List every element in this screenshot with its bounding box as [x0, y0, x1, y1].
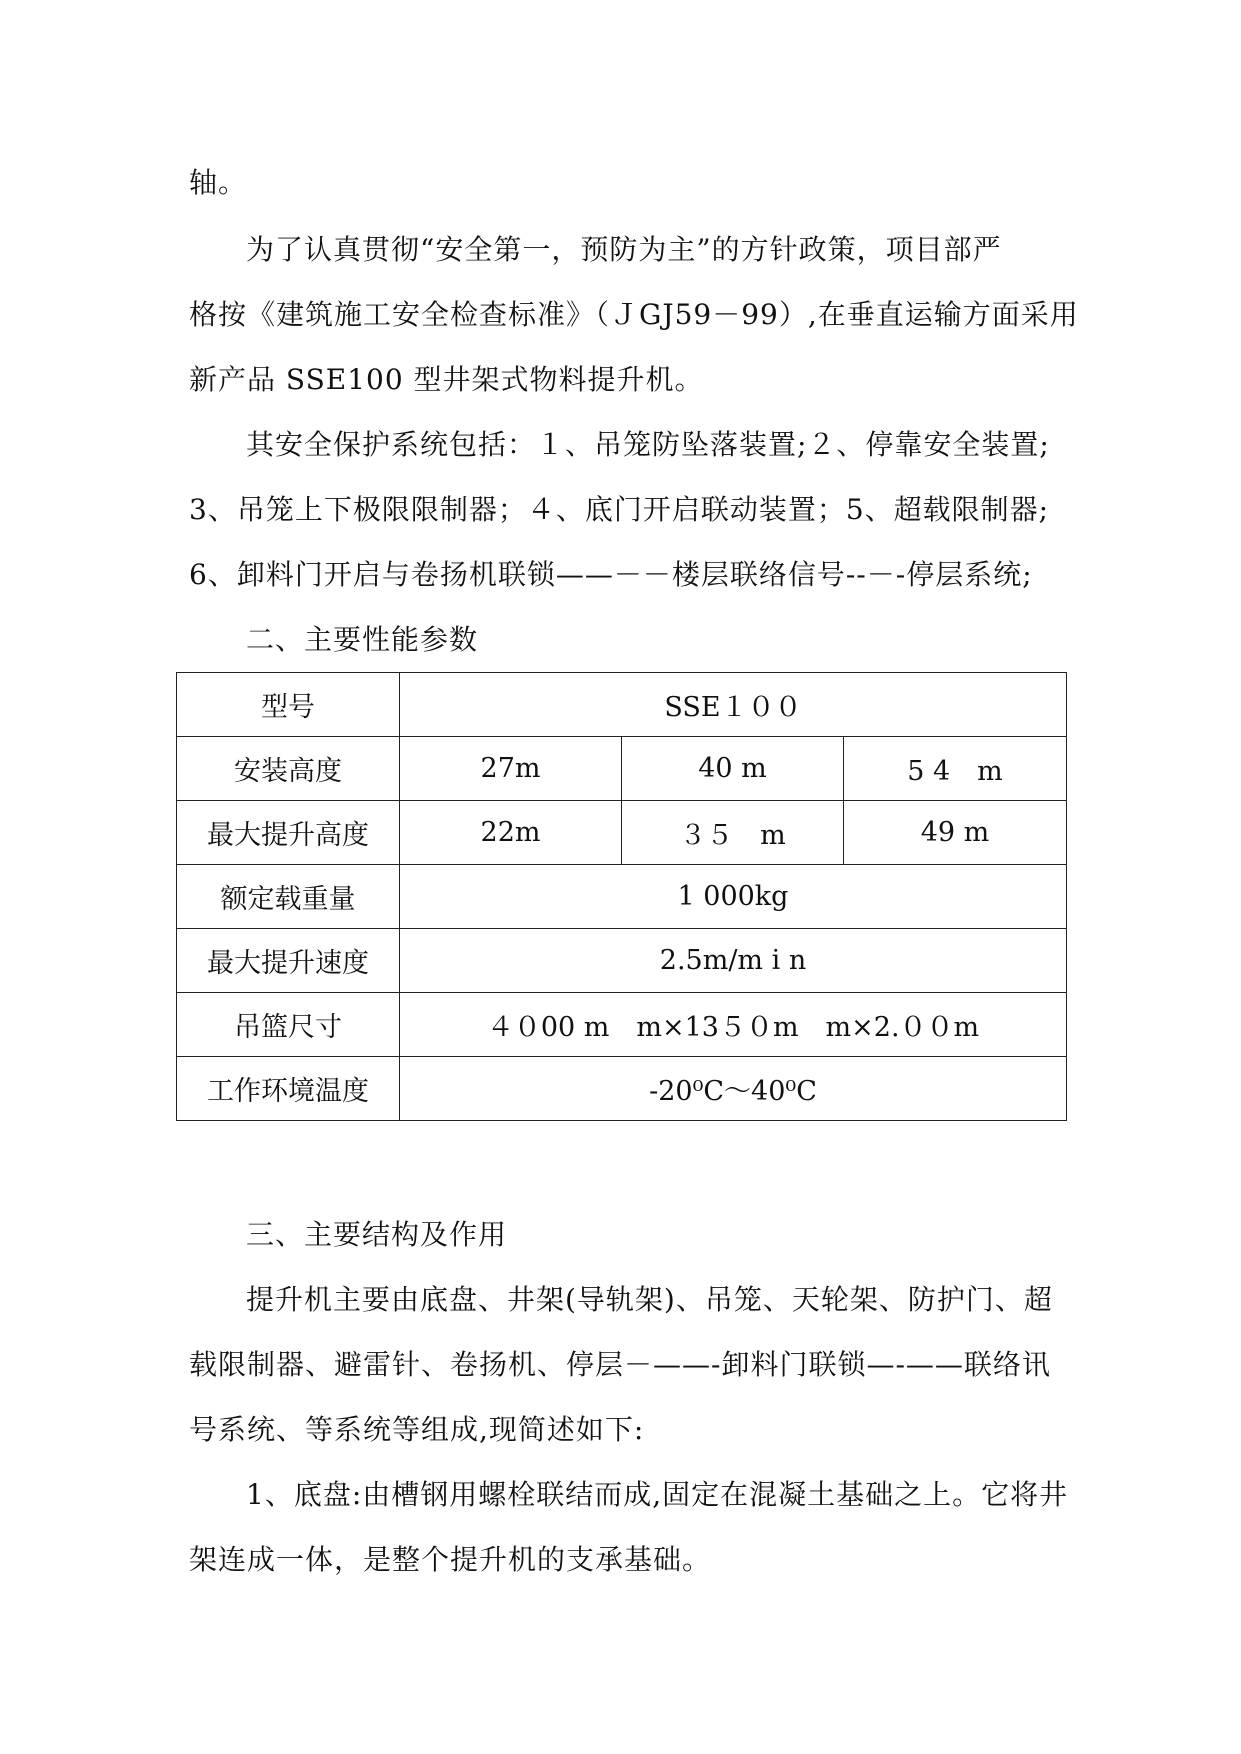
table-label-cell: 工作环境温度	[177, 1057, 400, 1121]
table-value-cell: SSE１００	[400, 673, 1067, 737]
text-line: 提升机主要由底盘、井架(导轨架)、吊笼、天轮架、防护门、超	[246, 1283, 1053, 1316]
text-line: 格按《建筑施工安全检查标准》（ＪGJ59－99）,在垂直运输方面采用	[189, 298, 1079, 331]
table-value-cell: 2.5m/m i n	[400, 929, 1067, 993]
text-line: 新产品 SSE100 型井架式物料提升机。	[189, 363, 704, 396]
text-line: 1、底盘:由槽钢用螺栓联结而成,固定在混凝土基础之上。它将井	[246, 1478, 1069, 1511]
performance-table	[176, 672, 1067, 1121]
table-value-cell: 49 m	[844, 801, 1067, 865]
table-label-cell: 吊篮尺寸	[177, 993, 400, 1057]
text-line: 轴。	[189, 166, 248, 199]
table-value-cell: 1 000kg	[400, 865, 1067, 929]
section-heading: 三、主要结构及作用	[246, 1218, 508, 1251]
table-row	[177, 737, 1067, 801]
table-label-cell: 安装高度	[177, 737, 400, 801]
table-label-cell: 最大提升高度	[177, 801, 400, 865]
table-row	[177, 993, 1067, 1057]
text-line: 载限制器、避雷针、卷扬机、停层－——-卸料门联锁—-——联络讯	[189, 1348, 1051, 1381]
text-line: 为了认真贯彻“安全第一，预防为主”的方针政策，项目部严	[246, 233, 1002, 266]
table-row	[177, 1057, 1067, 1121]
table-row	[177, 801, 1067, 865]
text-line: 其安全保护系统包括：１、吊笼防坠落装置;２、停靠安全装置;	[246, 428, 1050, 461]
text-line: 6、卸料门开启与卷扬机联锁——－－楼层联络信号--－-停层系统;	[189, 558, 1033, 591]
table-value-cell: 40 m	[622, 737, 844, 801]
table-value-cell: 22m	[400, 801, 622, 865]
table-label-cell: 额定载重量	[177, 865, 400, 929]
section-heading: 二、主要性能参数	[246, 623, 479, 656]
text-line: 3、吊笼上下极限限制器；４、底门开启联动装置；5、超载限制器;	[189, 493, 1050, 526]
table-label-cell: 最大提升速度	[177, 929, 400, 993]
table-value-cell: ３５ m	[622, 801, 844, 865]
table-value-cell: ４０00 m m×13５０m m×2.００m	[400, 993, 1067, 1057]
text-line: 架连成一体，是整个提升机的支承基础。	[189, 1543, 712, 1576]
table-row	[177, 673, 1067, 737]
table-row	[177, 929, 1067, 993]
table-value-cell: 5 4 m	[844, 737, 1067, 801]
table-value-cell: -20⁰C～40⁰C	[400, 1057, 1067, 1121]
table-value-cell: 27m	[400, 737, 622, 801]
text-line: 号系统、等系统等组成,现简述如下:	[189, 1413, 645, 1446]
table-label-cell: 型号	[177, 673, 400, 737]
table-row	[177, 865, 1067, 929]
